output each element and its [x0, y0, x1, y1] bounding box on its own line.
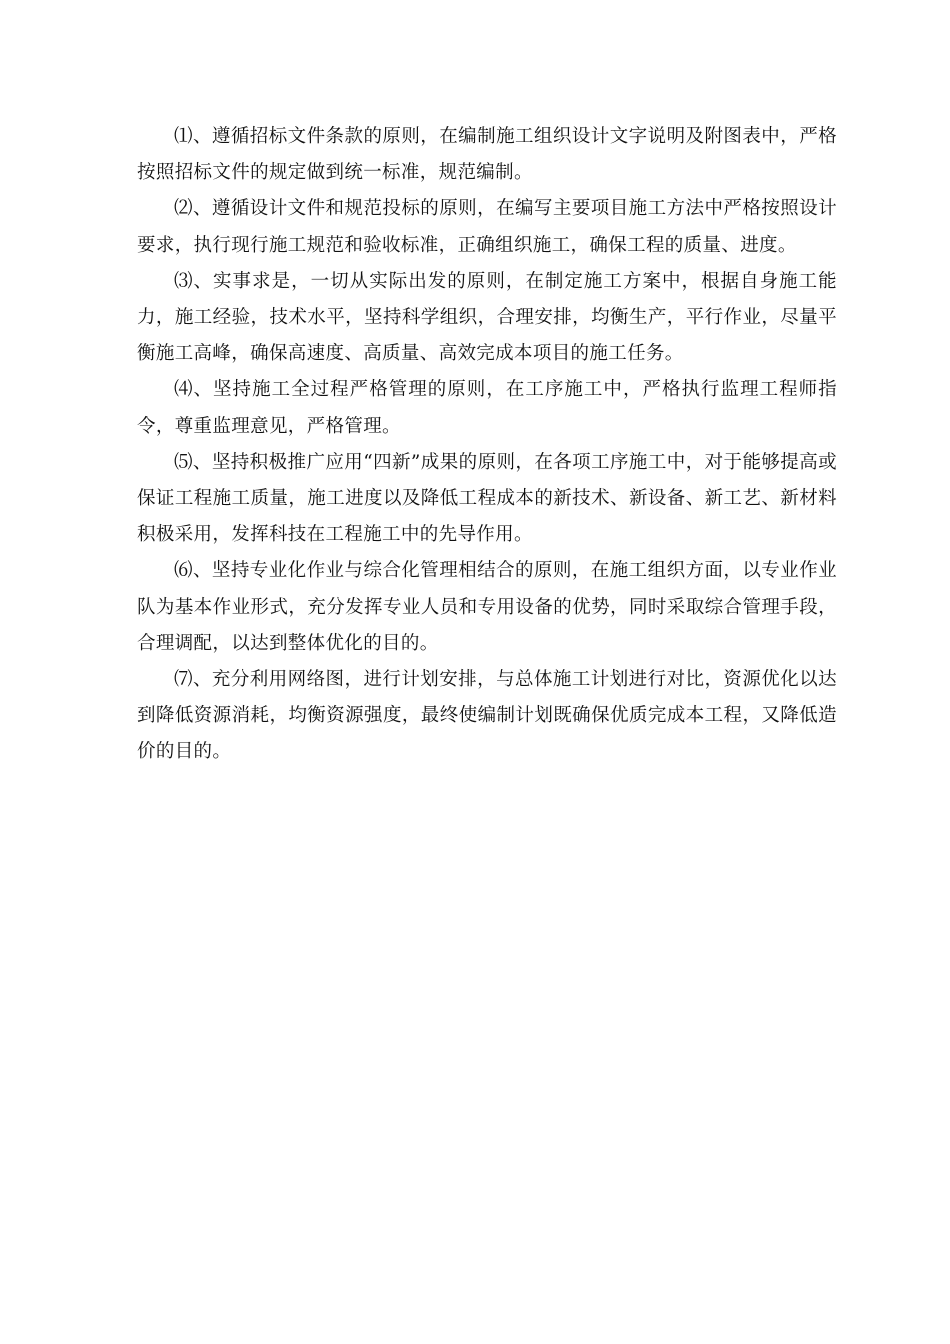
paragraph-principle-3: ⑶、实事求是，一切从实际出发的原则，在制定施工方案中，根据自身施工能力，施工经验，技术水平，坚持科学组织，合理安排，均衡生产，平行作业，尽量平衡施工高峰，确保高速度、高质量、高效完成本项目的施工任务。	[137, 270, 837, 365]
paragraph-principle-7: ⑺、充分利用网络图，进行计划安排，与总体施工计划进行对比，资源优化以达到降低资源消耗，均衡资源强度，最终使编制计划既确保优质完成本工程，又降低造价的目的。	[137, 669, 837, 763]
paragraph-principle-1: ⑴、遵循招标文件条款的原则，在编制施工组织设计文字说明及附图表中，严格按照招标文件的规定做到统一标准，规范编制。	[137, 126, 837, 184]
paragraph-principle-5: ⑸、坚持积极推广应用“四新”成果的原则，在各项工序施工中，对于能够提高或保证工程施工质量，施工进度以及降低工程成本的新技术、新设备、新工艺、新材料积极采用，发挥科技在工程施工中的先导作用。	[137, 451, 837, 546]
paragraph-principle-6: ⑹、坚持专业化作业与综合化管理相结合的原则，在施工组织方面，以专业作业队为基本作业形式，充分发挥专业人员和专用设备的优势，同时采取综合管理手段，合理调配，以达到整体优化的目的。	[137, 560, 837, 654]
document-body	[137, 119, 837, 771]
paragraph-principle-2: ⑵、遵循设计文件和规范投标的原则，在编写主要项目施工方法中严格按照设计要求，执行现行施工规范和验收标准，正确组织施工，确保工程的质量、进度。	[137, 198, 837, 256]
paragraph-principle-4: ⑷、坚持施工全过程严格管理的原则，在工序施工中，严格执行监理工程师指令，尊重监理意见，严格管理。	[137, 379, 837, 437]
